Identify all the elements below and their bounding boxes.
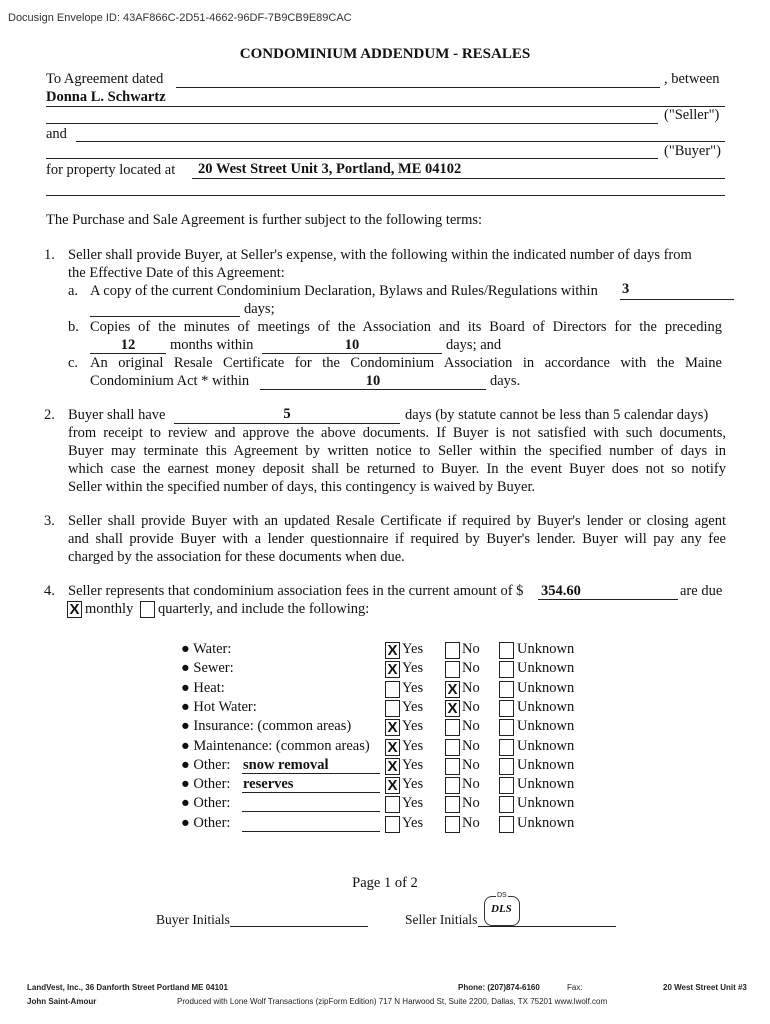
fee-item-label: ● Hot Water: bbox=[181, 699, 257, 715]
unknown-label: Unknown bbox=[517, 815, 575, 831]
fee-item-other-field[interactable] bbox=[242, 831, 380, 832]
item1a-days-line-2 bbox=[90, 316, 240, 317]
no-label: No bbox=[462, 776, 480, 792]
no-checkbox[interactable] bbox=[445, 777, 460, 794]
item1b-suffix: days; and bbox=[446, 337, 502, 353]
seller-initials-signature: DLS bbox=[491, 903, 512, 915]
unknown-checkbox[interactable] bbox=[499, 739, 514, 756]
unknown-checkbox[interactable] bbox=[499, 816, 514, 833]
no-label: No bbox=[462, 699, 480, 715]
footer-produced: Produced with Lone Wolf Transactions (zipForm Edition) 717 N Harwood St, Suite 2200, Dallas, TX 75201 www.lwolf.com bbox=[177, 997, 608, 1006]
item1-text-2: the Effective Date of this Agreement: bbox=[68, 265, 285, 281]
yes-checkbox[interactable] bbox=[385, 681, 400, 698]
no-checkbox[interactable] bbox=[445, 642, 460, 659]
yes-checkbox[interactable] bbox=[385, 816, 400, 833]
item1c-label: c. bbox=[68, 355, 79, 371]
fee-item-label: ● Water: bbox=[181, 641, 232, 657]
yes-label: Yes bbox=[402, 660, 424, 676]
unknown-label: Unknown bbox=[517, 699, 575, 715]
no-label: No bbox=[462, 757, 480, 773]
yes-checkbox[interactable]: X bbox=[385, 739, 400, 756]
fee-item-label: ● Other: bbox=[181, 776, 231, 792]
property-line[interactable] bbox=[192, 178, 725, 179]
footer-property: 20 West Street Unit #3 bbox=[663, 983, 747, 992]
yes-label: Yes bbox=[402, 680, 424, 696]
yes-label: Yes bbox=[402, 738, 424, 754]
fee-amount: 354.60 bbox=[541, 583, 581, 599]
buyer-initials-field[interactable] bbox=[230, 926, 368, 927]
item2-number: 2. bbox=[44, 407, 55, 423]
footer-agent: John Saint-Amour bbox=[27, 997, 97, 1006]
item2-line-2: Buyer may terminate this Agreement by written notice to Seller within the specified number of days in bbox=[68, 443, 726, 459]
no-checkbox[interactable] bbox=[445, 796, 460, 813]
no-label: No bbox=[462, 738, 480, 754]
item1c-days: 10 bbox=[365, 373, 381, 389]
no-checkbox[interactable]: X bbox=[445, 700, 460, 717]
item1c-text: An original Resale Certificate for the Condominium Association in accordance with the Maine bbox=[90, 355, 722, 371]
document-title: CONDOMINIUM ADDENDUM - RESALES bbox=[239, 46, 531, 62]
yes-label: Yes bbox=[402, 699, 424, 715]
yes-label: Yes bbox=[402, 776, 424, 792]
no-label: No bbox=[462, 795, 480, 811]
item1-number: 1. bbox=[44, 247, 55, 263]
yes-checkbox[interactable]: X bbox=[385, 661, 400, 678]
and-label: and bbox=[46, 126, 67, 142]
item4-number: 4. bbox=[44, 583, 55, 599]
item2-line-1: from receipt to review and approve the above documents. If Buyer is not satisfied with such documents, bbox=[68, 425, 726, 441]
item2-days-field[interactable] bbox=[174, 423, 400, 424]
page-number: Page 1 of 2 bbox=[352, 875, 418, 891]
unknown-label: Unknown bbox=[517, 718, 575, 734]
seller-tag: ("Seller") bbox=[664, 107, 720, 123]
item1b-months-within: months within bbox=[170, 337, 254, 353]
no-checkbox[interactable] bbox=[445, 719, 460, 736]
seller-line-2[interactable] bbox=[46, 123, 658, 124]
item1a-days-field[interactable] bbox=[620, 299, 734, 300]
item1b-text: Copies of the minutes of meetings of the Association and its Board of Directors for the preceding bbox=[90, 319, 722, 335]
unknown-label: Unknown bbox=[517, 660, 575, 676]
yes-checkbox[interactable]: X bbox=[385, 642, 400, 659]
unknown-checkbox[interactable] bbox=[499, 681, 514, 698]
no-checkbox[interactable]: X bbox=[445, 681, 460, 698]
item1-text: Seller shall provide Buyer, at Seller's expense, with the following within the indicated number of days from bbox=[68, 247, 692, 263]
unknown-checkbox[interactable] bbox=[499, 642, 514, 659]
yes-label: Yes bbox=[402, 641, 424, 657]
agreement-dated-label: To Agreement dated bbox=[46, 71, 164, 87]
item1a-label: a. bbox=[68, 283, 79, 299]
no-checkbox[interactable] bbox=[445, 739, 460, 756]
yes-checkbox[interactable] bbox=[385, 700, 400, 717]
item2-line-3: which case the earnest money deposit shall be returned to Buyer. In the event Buyer does not so notify bbox=[68, 461, 726, 477]
yes-checkbox[interactable]: X bbox=[385, 777, 400, 794]
seller-line-1 bbox=[46, 106, 725, 107]
item1c-suffix: days. bbox=[490, 373, 521, 389]
buyer-initials-label: Buyer Initials bbox=[156, 912, 230, 927]
seller-name: Donna L. Schwartz bbox=[46, 89, 166, 105]
item1b-label: b. bbox=[68, 319, 79, 335]
unknown-label: Unknown bbox=[517, 680, 575, 696]
intro-text: The Purchase and Sale Agreement is further subject to the following terms: bbox=[46, 212, 483, 228]
no-checkbox[interactable] bbox=[445, 816, 460, 833]
item4-suffix: are due bbox=[680, 583, 723, 599]
envelope-id: Docusign Envelope ID: 43AF866C-2D51-4662-96DF-7B9CB9E89CAC bbox=[8, 12, 352, 24]
item2-suffix: days (by statute cannot be less than 5 calendar days) bbox=[405, 407, 709, 423]
quarterly-checkbox[interactable] bbox=[140, 601, 155, 618]
property-label: for property located at bbox=[46, 162, 176, 178]
yes-checkbox[interactable]: X bbox=[385, 758, 400, 775]
yes-checkbox[interactable]: X bbox=[385, 719, 400, 736]
buyer-line-2[interactable] bbox=[46, 158, 658, 159]
yes-checkbox[interactable] bbox=[385, 796, 400, 813]
unknown-label: Unknown bbox=[517, 738, 575, 754]
item1b-months: 12 bbox=[120, 337, 136, 353]
unknown-checkbox[interactable] bbox=[499, 758, 514, 775]
no-label: No bbox=[462, 680, 480, 696]
unknown-checkbox[interactable] bbox=[499, 777, 514, 794]
seller-initials-field[interactable] bbox=[478, 926, 616, 927]
fee-item-label: ● Maintenance: (common areas) bbox=[181, 738, 370, 754]
unknown-checkbox[interactable] bbox=[499, 661, 514, 678]
item1b-days: 10 bbox=[344, 337, 360, 353]
unknown-checkbox[interactable] bbox=[499, 796, 514, 813]
buyer-tag: ("Buyer") bbox=[664, 143, 721, 159]
fee-item-other-value: reserves bbox=[243, 776, 294, 792]
no-label: No bbox=[462, 641, 480, 657]
item3-number: 3. bbox=[44, 513, 55, 529]
fee-item-label: ● Sewer: bbox=[181, 660, 234, 676]
no-checkbox[interactable] bbox=[445, 758, 460, 775]
ds-tag: DS bbox=[497, 892, 507, 899]
agreement-date-field[interactable] bbox=[176, 87, 660, 88]
fee-item-label: ● Insurance: (common areas) bbox=[181, 718, 352, 734]
footer-phone: Phone: (207)874-6160 bbox=[458, 983, 540, 992]
unknown-label: Unknown bbox=[517, 757, 575, 773]
item2-days: 5 bbox=[283, 406, 291, 422]
no-checkbox[interactable] bbox=[445, 661, 460, 678]
unknown-checkbox[interactable] bbox=[499, 700, 514, 717]
yes-label: Yes bbox=[402, 718, 424, 734]
fee-item-other-field[interactable] bbox=[242, 811, 380, 812]
yes-label: Yes bbox=[402, 757, 424, 773]
buyer-line-1[interactable] bbox=[76, 141, 725, 142]
property-address: 20 West Street Unit 3, Portland, ME 04102 bbox=[198, 161, 462, 177]
item1a-suffix: days; bbox=[244, 301, 275, 317]
item1a-days: 3 bbox=[622, 281, 630, 297]
property-line-2[interactable] bbox=[46, 195, 725, 196]
fee-item-label: ● Heat: bbox=[181, 680, 225, 696]
monthly-label: monthly bbox=[85, 601, 134, 617]
fee-item-other-value: snow removal bbox=[243, 757, 329, 773]
monthly-checkbox[interactable]: X bbox=[67, 601, 82, 618]
item3-line-1: Seller shall provide Buyer with an updated Resale Certificate if required by Buyer's lender or closing agent bbox=[68, 513, 726, 529]
fee-item-label: ● Other: bbox=[181, 795, 231, 811]
footer-fax: Fax: bbox=[567, 983, 583, 992]
quarterly-label: quarterly, and include the following: bbox=[158, 601, 370, 617]
item2-prefix: Buyer shall have bbox=[68, 407, 166, 423]
footer-company: LandVest, Inc., 36 Danforth Street Portland ME 04101 bbox=[27, 983, 228, 992]
unknown-label: Unknown bbox=[517, 776, 575, 792]
fee-item-label: ● Other: bbox=[181, 757, 231, 773]
no-label: No bbox=[462, 718, 480, 734]
item3-line-2: and shall provide Buyer with a lender questionnaire if required by Buyer's lender. Buyer will pay any fee bbox=[68, 531, 726, 547]
no-label: No bbox=[462, 660, 480, 676]
item2-line-4: Seller within the specified number of days, this contingency is waived by Buyer. bbox=[68, 479, 536, 495]
no-label: No bbox=[462, 815, 480, 831]
item1c-text-2: Condominium Act * within bbox=[90, 373, 250, 389]
item3-line-3: charged by the association for these documents when due. bbox=[68, 549, 405, 565]
unknown-label: Unknown bbox=[517, 795, 575, 811]
fee-item-label: ● Other: bbox=[181, 815, 231, 831]
yes-label: Yes bbox=[402, 795, 424, 811]
seller-initials-label: Seller Initials bbox=[405, 912, 478, 927]
unknown-label: Unknown bbox=[517, 641, 575, 657]
unknown-checkbox[interactable] bbox=[499, 719, 514, 736]
item4-prefix: Seller represents that condominium association fees in the current amount of $ bbox=[68, 583, 524, 599]
item1a-text: A copy of the current Condominium Declaration, Bylaws and Rules/Regulations within bbox=[90, 283, 598, 299]
yes-label: Yes bbox=[402, 815, 424, 831]
between-label: , between bbox=[664, 71, 720, 87]
